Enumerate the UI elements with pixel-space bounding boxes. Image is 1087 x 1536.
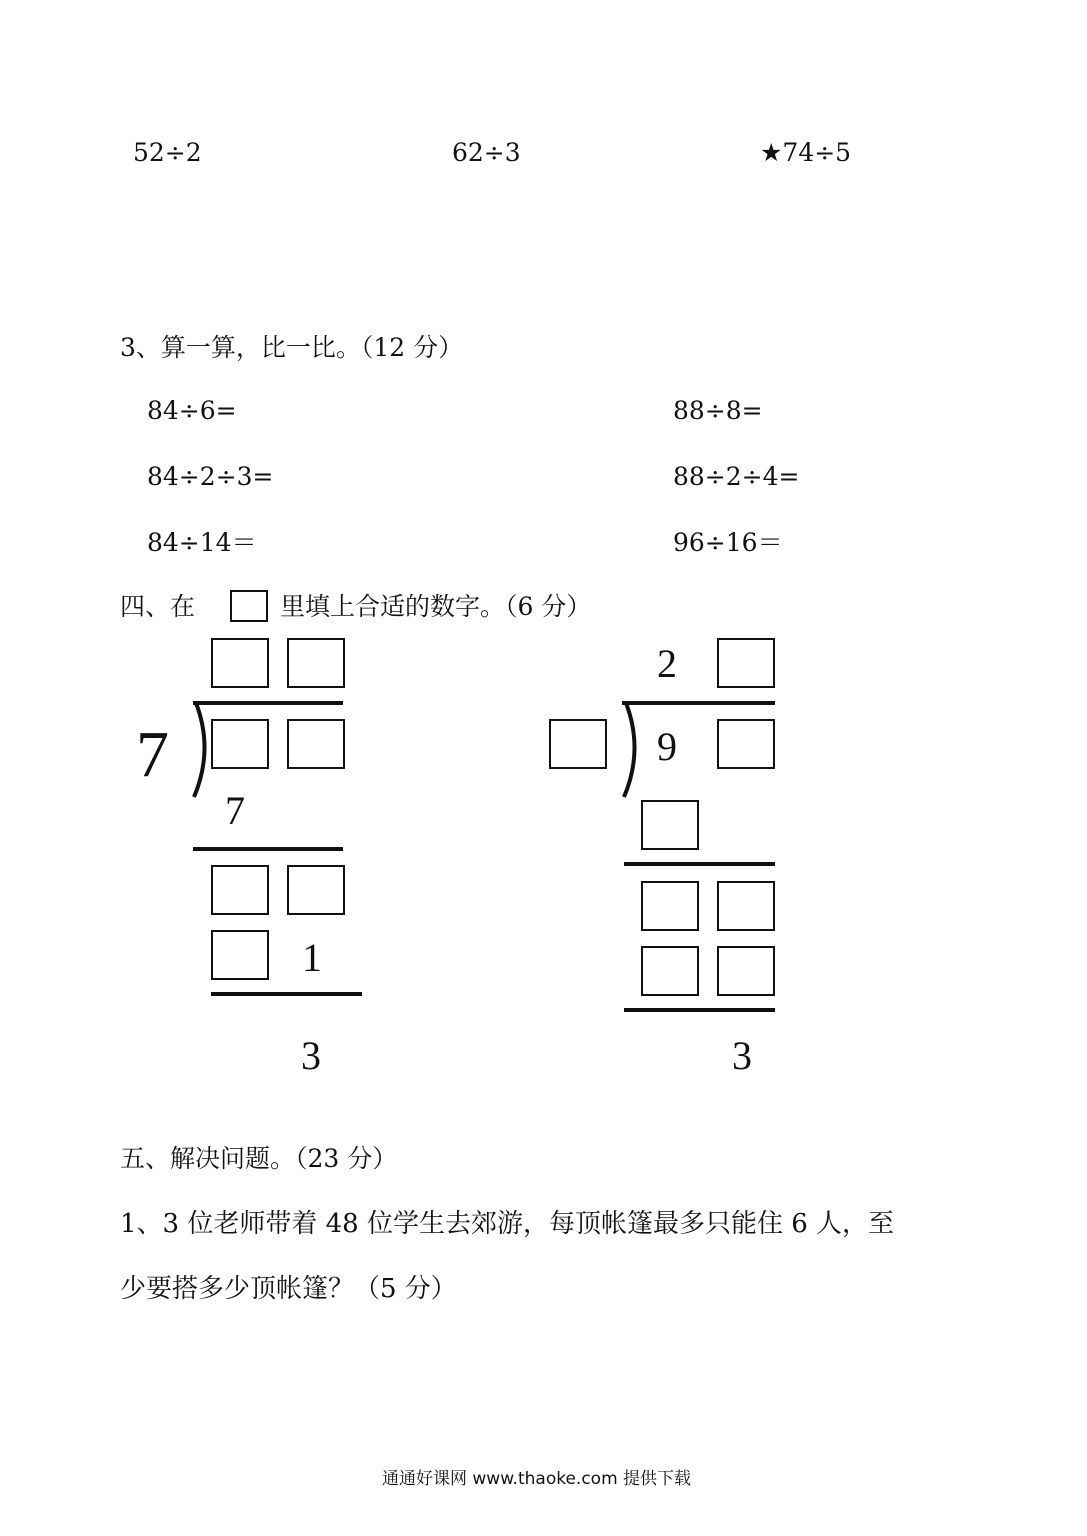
section-5-title: 五、解决问题。（23 分） xyxy=(120,1144,398,1173)
calc-84-div-14: 84÷14＝ xyxy=(147,528,257,557)
section-4-title-suffix: 里填上合适的数字。（6 分） xyxy=(280,592,592,621)
dividend-tens-box[interactable] xyxy=(211,719,269,769)
divisor-digit: 7 xyxy=(136,718,169,791)
remainder-digit: 3 xyxy=(301,1033,321,1078)
question-1-line-2: 少要搭多少顶帐篷？（5 分） xyxy=(120,1274,457,1304)
first-subtraction-line xyxy=(193,847,343,851)
question-1-line-1: 1、3 位老师带着 48 位学生去郊游，每顶帐篷最多只能住 6 人，至 xyxy=(120,1209,895,1239)
second-product-tens-box[interactable] xyxy=(641,946,699,996)
dividend-tens-digit: 9 xyxy=(657,724,677,769)
second-product-ones-digit: 1 xyxy=(302,935,322,980)
first-product-digit: 7 xyxy=(225,788,245,833)
remainder-digit: 3 xyxy=(732,1033,752,1078)
first-subtraction-line xyxy=(624,862,775,866)
calc-88-div-8: 88÷8= xyxy=(673,396,763,425)
partial-dividend-tens-box[interactable] xyxy=(211,865,269,915)
exercise-74-div-5: ★74÷5 xyxy=(760,138,852,167)
calc-84-div-2-div-3: 84÷2÷3= xyxy=(147,462,274,491)
example-blank-box xyxy=(230,590,268,622)
second-subtraction-line xyxy=(211,992,362,996)
exercise-52-div-2: 52÷2 xyxy=(133,138,202,167)
division-bar xyxy=(193,701,343,705)
exercise-62-div-3: 62÷3 xyxy=(452,138,521,167)
calc-88-div-2-div-4: 88÷2÷4= xyxy=(673,462,800,491)
second-product-tens-box[interactable] xyxy=(211,930,269,980)
quotient-ones-box[interactable] xyxy=(717,638,775,688)
division-bracket xyxy=(618,701,642,799)
second-subtraction-line xyxy=(624,1008,775,1012)
calc-96-div-16: 96÷16＝ xyxy=(673,528,783,557)
dividend-ones-box[interactable] xyxy=(717,719,775,769)
first-product-box[interactable] xyxy=(641,800,699,850)
quotient-tens-digit: 2 xyxy=(657,641,677,686)
division-bar xyxy=(622,701,775,705)
quotient-tens-box[interactable] xyxy=(211,638,269,688)
second-product-ones-box[interactable] xyxy=(717,946,775,996)
partial-dividend-tens-box[interactable] xyxy=(641,881,699,931)
section-3-title: 3、算一算，比一比。（12 分） xyxy=(120,333,464,362)
partial-dividend-ones-box[interactable] xyxy=(287,865,345,915)
footer-download-note: 通通好课网 www.thaoke.com 提供下载 xyxy=(382,1469,692,1489)
dividend-ones-box[interactable] xyxy=(287,719,345,769)
quotient-ones-box[interactable] xyxy=(287,638,345,688)
partial-dividend-ones-box[interactable] xyxy=(717,881,775,931)
division-bracket xyxy=(188,701,212,799)
calc-84-div-6: 84÷6= xyxy=(147,396,237,425)
section-4-title-prefix: 四、在 xyxy=(120,592,196,621)
divisor-box[interactable] xyxy=(549,719,607,769)
